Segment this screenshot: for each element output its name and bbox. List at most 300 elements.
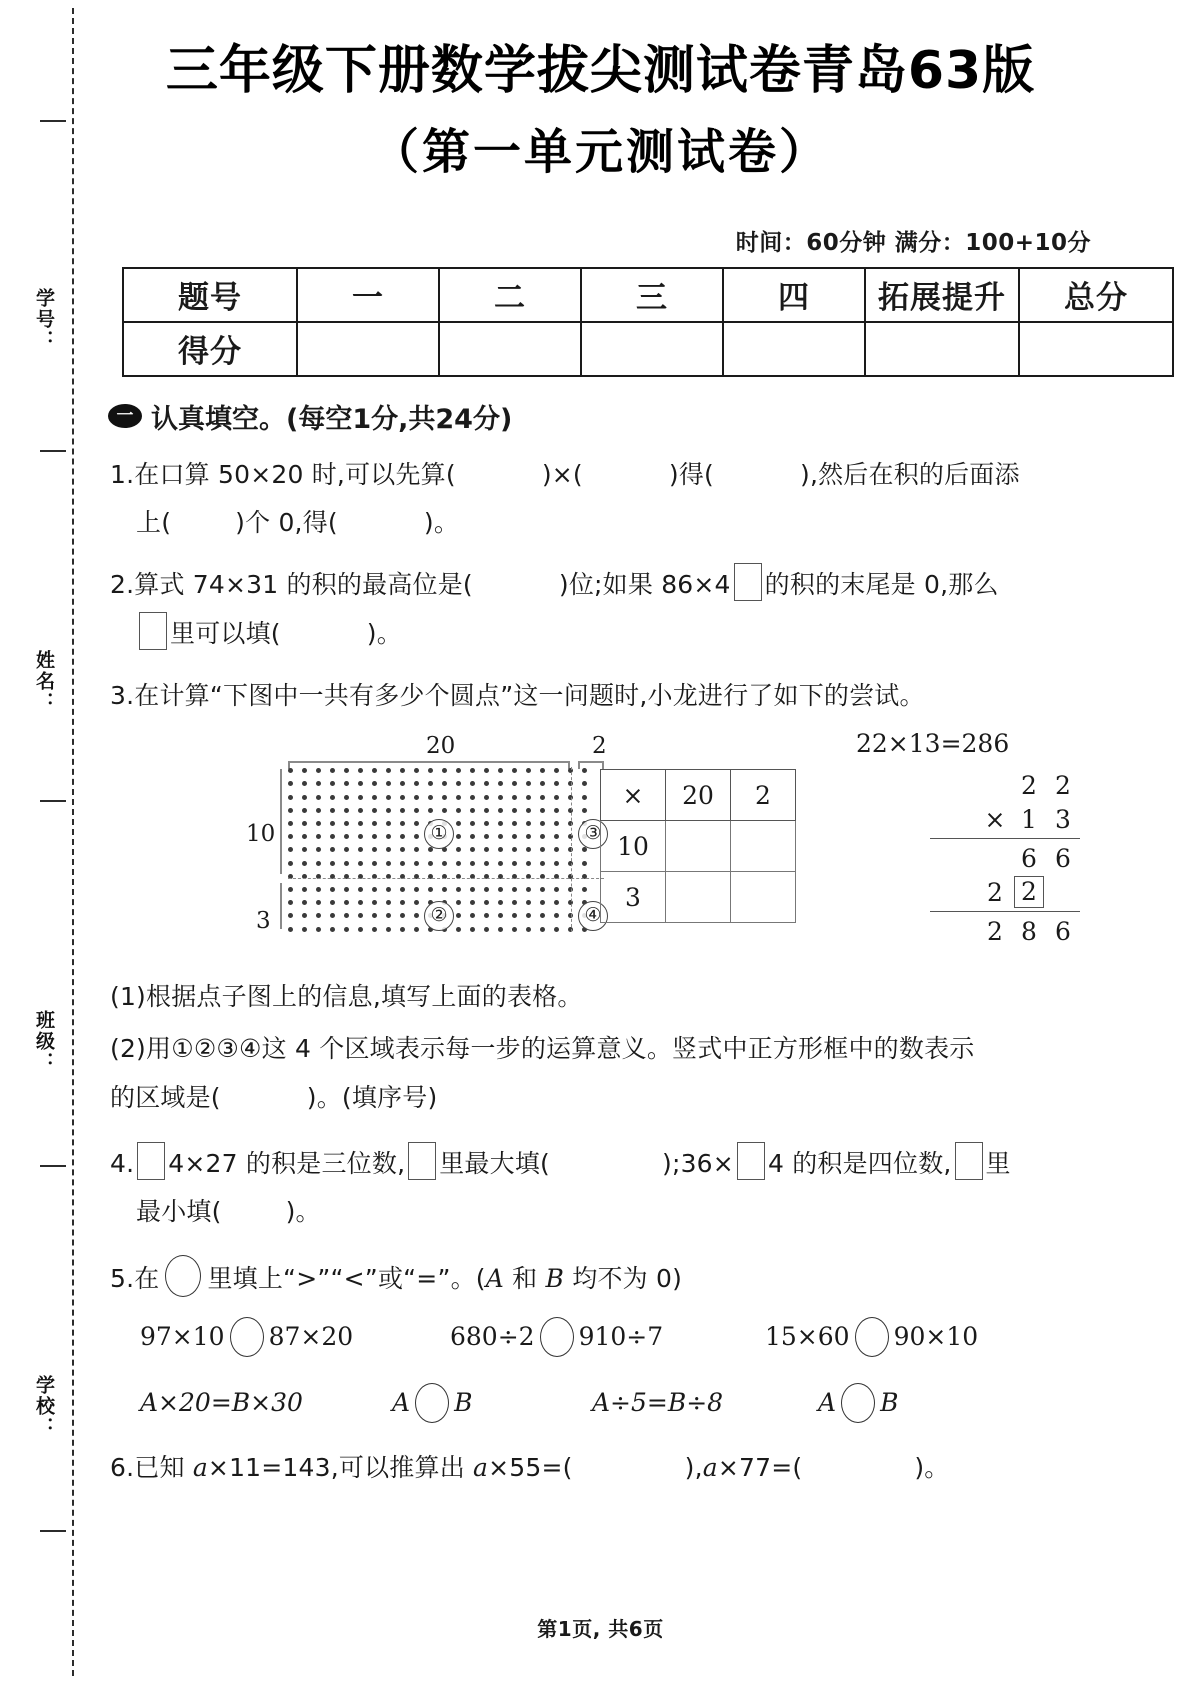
dot: [330, 781, 335, 786]
dot: [442, 781, 447, 786]
dot: [400, 781, 405, 786]
dot: [512, 927, 517, 932]
dot: [526, 900, 531, 905]
dot: [414, 781, 419, 786]
dot: [526, 808, 531, 813]
compare-4-circle[interactable]: [415, 1383, 449, 1423]
score-input-3[interactable]: [581, 322, 723, 376]
q4-text-c: );36×: [662, 1148, 734, 1178]
dot: [540, 768, 545, 773]
dot: [540, 781, 545, 786]
dot: [386, 887, 391, 892]
dot: [582, 781, 587, 786]
mini-table-header-20: 20: [666, 770, 731, 821]
dot: [372, 795, 377, 800]
dot: [288, 900, 293, 905]
dashed-fold-line: [72, 8, 74, 1676]
dot: [400, 900, 405, 905]
dot: [302, 861, 307, 866]
dot: [372, 768, 377, 773]
dot: [344, 768, 349, 773]
dot: [582, 808, 587, 813]
compare-2-left: 680÷2: [450, 1322, 535, 1352]
dot: [400, 927, 405, 932]
dot: [330, 887, 335, 892]
dot: [498, 768, 503, 773]
dot: [554, 821, 559, 826]
dot: [470, 781, 475, 786]
vertical-calc-rule-bottom: [930, 911, 1080, 912]
dot: [526, 795, 531, 800]
question-5: [110, 1255, 1101, 1302]
score-cell-extension: 拓展提升: [865, 268, 1019, 322]
dot: [414, 887, 419, 892]
compare-1-circle[interactable]: [230, 1317, 264, 1357]
compare-3-right: 90×10: [893, 1322, 979, 1352]
dot: [330, 913, 335, 918]
compare-pair-5: [818, 1383, 898, 1423]
dot: [372, 913, 377, 918]
question-5-compare-row-2: [140, 1383, 1101, 1423]
dot: [400, 808, 405, 813]
q2-box-1[interactable]: [734, 563, 762, 601]
score-cell-1: 一: [297, 268, 439, 322]
dot: [400, 861, 405, 866]
q3-sub2-text-c: )。(填序号): [306, 1082, 438, 1112]
q4-box-3[interactable]: [737, 1142, 765, 1180]
question-6: [110, 1445, 1101, 1491]
dot: [512, 913, 517, 918]
q1-text-f: )个 0,得(: [235, 508, 338, 538]
multiplication-grid-table: [600, 769, 796, 923]
dot: [316, 847, 321, 852]
dot: [442, 768, 447, 773]
score-input-2[interactable]: [439, 322, 581, 376]
dot: [456, 808, 461, 813]
dot: [386, 821, 391, 826]
dot: [372, 900, 377, 905]
dot: [372, 927, 377, 932]
vc-partial2-hundreds: 2: [987, 877, 1003, 907]
dot: [414, 808, 419, 813]
score-table-row-label: 得分: [123, 322, 297, 376]
q1-text-a: 1.在口算 50×20 时,可以先算(: [110, 459, 456, 489]
dot: [386, 834, 391, 839]
score-input-1[interactable]: [297, 322, 439, 376]
q1-text-e: 上(: [136, 508, 172, 538]
dot: [512, 768, 517, 773]
brace-top-right: [578, 761, 604, 763]
dot: [442, 887, 447, 892]
question-3-sub-2: [110, 1026, 1101, 1121]
question-5-compare-row-1: [140, 1317, 1101, 1357]
dot: [442, 795, 447, 800]
dot: [414, 927, 419, 932]
compare-4-expr: A×20=B×30: [140, 1388, 303, 1418]
q6-text-c: ×55=(: [488, 1452, 573, 1482]
dot: [456, 821, 461, 826]
compare-pair-3: [765, 1317, 978, 1357]
dot: [316, 887, 321, 892]
compare-pair-2: [450, 1317, 765, 1357]
dot: [540, 913, 545, 918]
dot: [400, 821, 405, 826]
vertical-calc-rule-top: [930, 838, 1080, 839]
dot: [302, 808, 307, 813]
vc-partial1-tens: 6: [1021, 843, 1037, 873]
dot: [372, 821, 377, 826]
dot: [372, 861, 377, 866]
dot: [470, 913, 475, 918]
dot: [316, 900, 321, 905]
score-cell-2: 二: [439, 268, 581, 322]
dot: [512, 887, 517, 892]
dot: [302, 768, 307, 773]
page-footer: 第1页, 共6页: [537, 1617, 664, 1641]
compare-expr-4: [140, 1388, 392, 1417]
dot: [456, 795, 461, 800]
dot: [470, 861, 475, 866]
dot: [470, 900, 475, 905]
vc-op2-ones: 3: [1055, 804, 1071, 834]
dot: [456, 927, 461, 932]
dot: [414, 861, 419, 866]
dot: [400, 768, 405, 773]
dot: [442, 861, 447, 866]
dot: [526, 834, 531, 839]
q5-circle-example[interactable]: [165, 1255, 201, 1297]
dot: [498, 834, 503, 839]
score-input-total[interactable]: [1019, 322, 1173, 376]
dot: [330, 821, 335, 826]
table-row: [601, 821, 796, 872]
dot: [526, 781, 531, 786]
score-cell-3: 三: [581, 268, 723, 322]
dot: [358, 768, 363, 773]
dot: [484, 927, 489, 932]
score-table: [122, 267, 1174, 377]
side-label-class: 班级：: [33, 1010, 55, 1073]
page-subtitle: （第一单元测试卷）: [370, 124, 830, 181]
dot: [400, 887, 405, 892]
dot: [470, 808, 475, 813]
q4-text-a: 4×27 的积是三位数,: [168, 1148, 406, 1178]
score-cell-4: 四: [723, 268, 865, 322]
dot: [582, 768, 587, 773]
dot: [358, 821, 363, 826]
dot: [554, 795, 559, 800]
dot: [372, 781, 377, 786]
q2-box-2[interactable]: [139, 612, 167, 650]
q3-text-lead: 3.在计算“下图中一共有多少个圆点”这一问题时,小龙进行了如下的尝试。: [110, 680, 925, 710]
dot: [428, 781, 433, 786]
dot: [400, 913, 405, 918]
q2-text-b: )位;如果 86×4: [558, 570, 731, 600]
vertical-calc-equation: 22×13=286: [856, 729, 1010, 759]
q2-text-d: 里可以填(: [170, 618, 281, 648]
q1-text-d: ),然后在积的后面添: [800, 459, 1020, 489]
dot: [414, 913, 419, 918]
score-input-4[interactable]: [723, 322, 865, 376]
dot: [316, 861, 321, 866]
table-row: [123, 322, 1173, 376]
dot: [456, 900, 461, 905]
question-2: [110, 562, 1101, 657]
compare-5-a: A: [818, 1388, 837, 1418]
q6-var-a3: a: [702, 1452, 718, 1482]
dot: [316, 768, 321, 773]
dot: [554, 900, 559, 905]
q6-var-a2: a: [473, 1452, 489, 1482]
score-input-extension[interactable]: [865, 322, 1019, 376]
dot: [386, 847, 391, 852]
dot: [540, 900, 545, 905]
dot: [526, 768, 531, 773]
dot: [526, 887, 531, 892]
mini-table-cell-3-20[interactable]: [666, 872, 731, 923]
dot: [302, 900, 307, 905]
dot: [428, 808, 433, 813]
compare-5-expr: A÷5=B÷8: [592, 1388, 724, 1418]
score-table-row-label: 题号: [123, 268, 297, 322]
q4-text-g: )。: [285, 1197, 321, 1227]
dot: [540, 847, 545, 852]
dot: [498, 821, 503, 826]
dot: [554, 834, 559, 839]
dot: [540, 795, 545, 800]
dot: [540, 887, 545, 892]
dot: [484, 795, 489, 800]
dot: [554, 927, 559, 932]
dot: [414, 768, 419, 773]
dot: [498, 808, 503, 813]
dot: [428, 768, 433, 773]
dot: [344, 847, 349, 852]
dot: [344, 861, 349, 866]
compare-5-b: B: [880, 1388, 899, 1418]
q5-text-c: 均不为 0): [564, 1264, 683, 1294]
mini-table-cell-3-2[interactable]: [731, 872, 796, 923]
question-4: [110, 1141, 1101, 1236]
dot: [526, 861, 531, 866]
dot: [414, 821, 419, 826]
question-1: [110, 452, 1101, 547]
q6-text-b: ×11=143,可以推算出: [207, 1452, 474, 1482]
dot: [344, 808, 349, 813]
dot: [344, 927, 349, 932]
table-row: [601, 872, 796, 923]
dot: [302, 927, 307, 932]
mini-table-cell-10-2[interactable]: [731, 821, 796, 872]
dot: [442, 808, 447, 813]
dot-divider-horizontal: [288, 878, 604, 879]
margin-tick: [40, 800, 66, 802]
score-cell-total: 总分: [1019, 268, 1173, 322]
dot: [484, 913, 489, 918]
dot: [470, 834, 475, 839]
dot: [330, 861, 335, 866]
dot: [288, 861, 293, 866]
dot: [484, 821, 489, 826]
q4-box-1[interactable]: [137, 1142, 165, 1180]
dot: [512, 847, 517, 852]
dot: [414, 795, 419, 800]
dot: [554, 781, 559, 786]
dot: [498, 927, 503, 932]
page-title: 三年级下册数学拔尖测试卷青岛63版: [165, 41, 1036, 101]
dot: [316, 913, 321, 918]
dot-label-top-left: 20: [426, 733, 456, 760]
question-3-sub-1: [110, 974, 1101, 1020]
dot: [400, 847, 405, 852]
exam-meta: 时间：60分钟 满分：100+10分: [735, 229, 1091, 256]
q2-text-c: 的积的末尾是 0,那么: [764, 570, 999, 600]
section-heading-text: 认真填空。(每空1分,共24分): [151, 403, 513, 435]
dot: [456, 861, 461, 866]
dot: [358, 795, 363, 800]
q2-text-a: 2.算式 74×31 的积的最高位是(: [110, 570, 473, 600]
vertical-calc-partial-2: [840, 875, 1080, 909]
dot: [428, 847, 433, 852]
dot: [554, 808, 559, 813]
q1-text-b: )×(: [541, 459, 583, 489]
dot: [582, 861, 587, 866]
dot: [288, 808, 293, 813]
compare-5-circle[interactable]: [841, 1383, 875, 1423]
compare-2-circle[interactable]: [540, 1317, 574, 1357]
dot: [540, 808, 545, 813]
dot: [330, 834, 335, 839]
side-label-name: 姓名：: [33, 650, 55, 713]
table-row: [123, 268, 1173, 322]
q3-sub1-text: (1)根据点子图上的信息,填写上面的表格。: [110, 982, 583, 1012]
dot: [386, 913, 391, 918]
q4-box-2[interactable]: [408, 1142, 436, 1180]
dot: [470, 821, 475, 826]
dot: [484, 887, 489, 892]
dot: [372, 808, 377, 813]
brace-top-left: [288, 761, 570, 763]
dot: [470, 847, 475, 852]
dot: [386, 781, 391, 786]
dot: [456, 913, 461, 918]
mini-table-header-2: 2: [731, 770, 796, 821]
dot: [288, 821, 293, 826]
q4-number: 4.: [110, 1148, 135, 1178]
dot-label-side-top: 10: [246, 821, 276, 848]
dot: [498, 900, 503, 905]
vc-result-ones: 6: [1055, 916, 1071, 946]
dot: [414, 834, 419, 839]
dot: [288, 768, 293, 773]
dot: [358, 808, 363, 813]
dot: [498, 887, 503, 892]
dot: [456, 781, 461, 786]
q5-text-and: 和: [504, 1264, 546, 1294]
dot: [330, 927, 335, 932]
binding-margin: [0, 0, 100, 1684]
dot: [512, 861, 517, 866]
dot: [456, 887, 461, 892]
mini-table-row-label-10: 10: [601, 821, 666, 872]
dot: [302, 821, 307, 826]
margin-tick: [40, 1530, 66, 1532]
dot: [540, 834, 545, 839]
dot: [582, 847, 587, 852]
dot: [456, 768, 461, 773]
dot: [498, 847, 503, 852]
dot: [302, 834, 307, 839]
dot-label-side-bottom: 3: [256, 908, 271, 935]
mini-table-cell-10-20[interactable]: [666, 821, 731, 872]
dot: [316, 795, 321, 800]
mini-table-row-label-3: 3: [601, 872, 666, 923]
dot: [512, 821, 517, 826]
dot: [540, 861, 545, 866]
dot: [428, 795, 433, 800]
dot: [302, 913, 307, 918]
q4-text-f: 最小填(: [136, 1197, 222, 1227]
dot: [316, 821, 321, 826]
dot: [358, 927, 363, 932]
dot: [400, 795, 405, 800]
dot: [484, 781, 489, 786]
side-label-school: 学校：: [33, 1375, 55, 1438]
dot: [344, 834, 349, 839]
compare-3-circle[interactable]: [855, 1317, 889, 1357]
q1-text-g: )。: [423, 508, 460, 538]
q3-sub2-text-b: 的区域是(: [110, 1082, 221, 1112]
dot: [554, 768, 559, 773]
dot: [470, 887, 475, 892]
dot: [540, 927, 545, 932]
dot: [372, 834, 377, 839]
dot: [288, 913, 293, 918]
dot: [470, 927, 475, 932]
dot: [358, 913, 363, 918]
q6-text-f: )。: [914, 1452, 950, 1482]
dot: [484, 808, 489, 813]
dot: [344, 913, 349, 918]
vertical-calc-partial-1: [840, 841, 1080, 875]
q5-text-b: 里填上“>”“<”或“=”。(: [207, 1264, 486, 1294]
dot: [344, 900, 349, 905]
dot: [512, 781, 517, 786]
dot: [330, 768, 335, 773]
dot: [414, 900, 419, 905]
dot: [554, 847, 559, 852]
q4-box-4[interactable]: [955, 1142, 983, 1180]
dot: [372, 887, 377, 892]
vc-result-hundreds: 2: [987, 916, 1003, 946]
dot: [582, 887, 587, 892]
vertical-calc-operand-1: [840, 768, 1080, 802]
dot: [372, 847, 377, 852]
compare-3-left: 15×60: [765, 1322, 850, 1352]
q5-text-a: 5.在: [110, 1264, 160, 1294]
dot: [302, 887, 307, 892]
section-heading-one: [108, 397, 1101, 436]
compare-1-left: 97×10: [140, 1322, 225, 1352]
compare-2-right: 910÷7: [578, 1322, 664, 1352]
dot-region-3: ③: [578, 819, 608, 849]
dot: [386, 768, 391, 773]
dot: [386, 808, 391, 813]
dot: [428, 861, 433, 866]
dot: [330, 808, 335, 813]
dot: [484, 900, 489, 905]
dot: [512, 834, 517, 839]
